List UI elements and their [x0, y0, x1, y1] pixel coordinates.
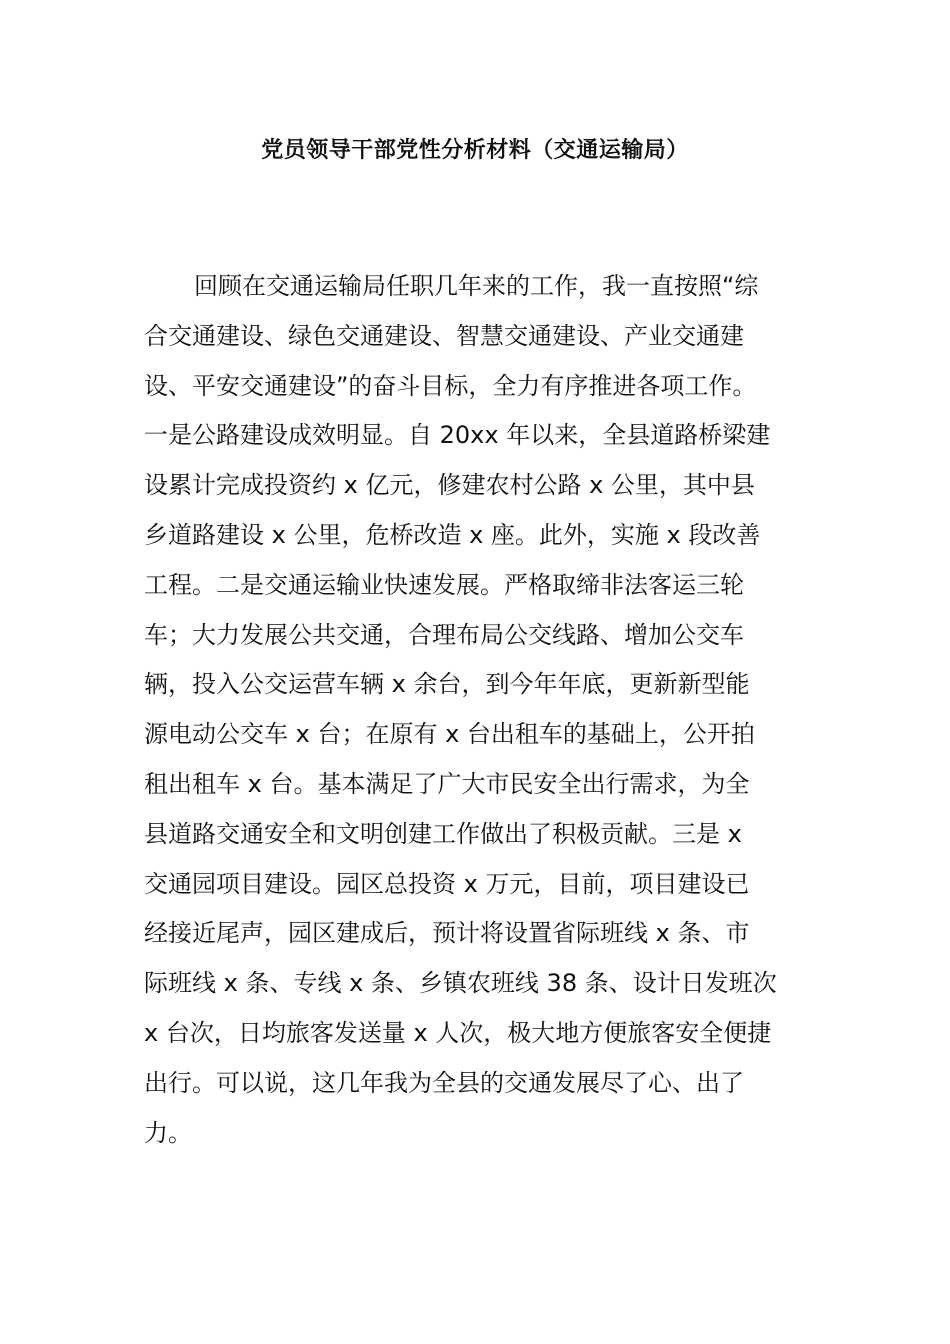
paragraph-line: 合交通建设、绿色交通建设、智慧交通建设、产业交通建 [144, 321, 744, 350]
paragraph-line: 经接近尾声，园区建成后，预计将设置省际班线 x 条、市 [144, 919, 750, 948]
paragraph-line: 设、平安交通建设”的奋斗目标，全力有序推进各项工作。 [144, 371, 757, 400]
paragraph-line: 辆，投入公交运营车辆 x 余台，到今年年底，更新新型能 [144, 670, 750, 699]
paragraph-line: 际班线 x 条、专线 x 条、乡镇农班线 38 条、设计日发班次 [144, 969, 777, 998]
paragraph-line: 县道路交通安全和文明创建工作做出了积极贡献。三是 x [144, 819, 742, 848]
paragraph-line: 出行。可以说，这几年我为全县的交通发展尽了心、出了 [144, 1068, 744, 1097]
paragraph-line: 交通园项目建设。园区总投资 x 万元，目前，项目建设已 [144, 869, 750, 898]
document-title: 党员领导干部党性分析材料（交通运输局） [261, 138, 689, 163]
paragraph-line: 乡道路建设 x 公里，危桥改造 x 座。此外，实施 x 段改善 [144, 520, 761, 549]
paragraph-line: 源电动公交车 x 台；在原有 x 台出租车的基础上，公开拍 [144, 720, 755, 749]
paragraph-line: 设累计完成投资约 x 亿元，修建农村公路 x 公里，其中县 [144, 471, 755, 500]
paragraph-line: 租出租车 x 台。基本满足了广大市民安全出行需求，为全 [144, 769, 750, 798]
paragraph-line: 一是公路建设成效明显。自 20xx 年以来，全县道路桥梁建 [144, 421, 771, 450]
paragraph-line: 回顾在交通运输局任职几年来的工作，我一直按照“综 [194, 272, 759, 300]
paragraph-line: 车；大力发展公共交通，合理布局公交线路、增加公交车 [144, 620, 744, 649]
document-paragraph [144, 262, 806, 1158]
paragraph-line: 力。 [144, 1118, 192, 1147]
paragraph-line: 工程。二是交通运输业快速发展。严格取缔非法客运三轮 [144, 570, 744, 599]
paragraph-line: x 台次，日均旅客发送量 x 人次，极大地方便旅客安全便捷 [144, 1018, 772, 1047]
